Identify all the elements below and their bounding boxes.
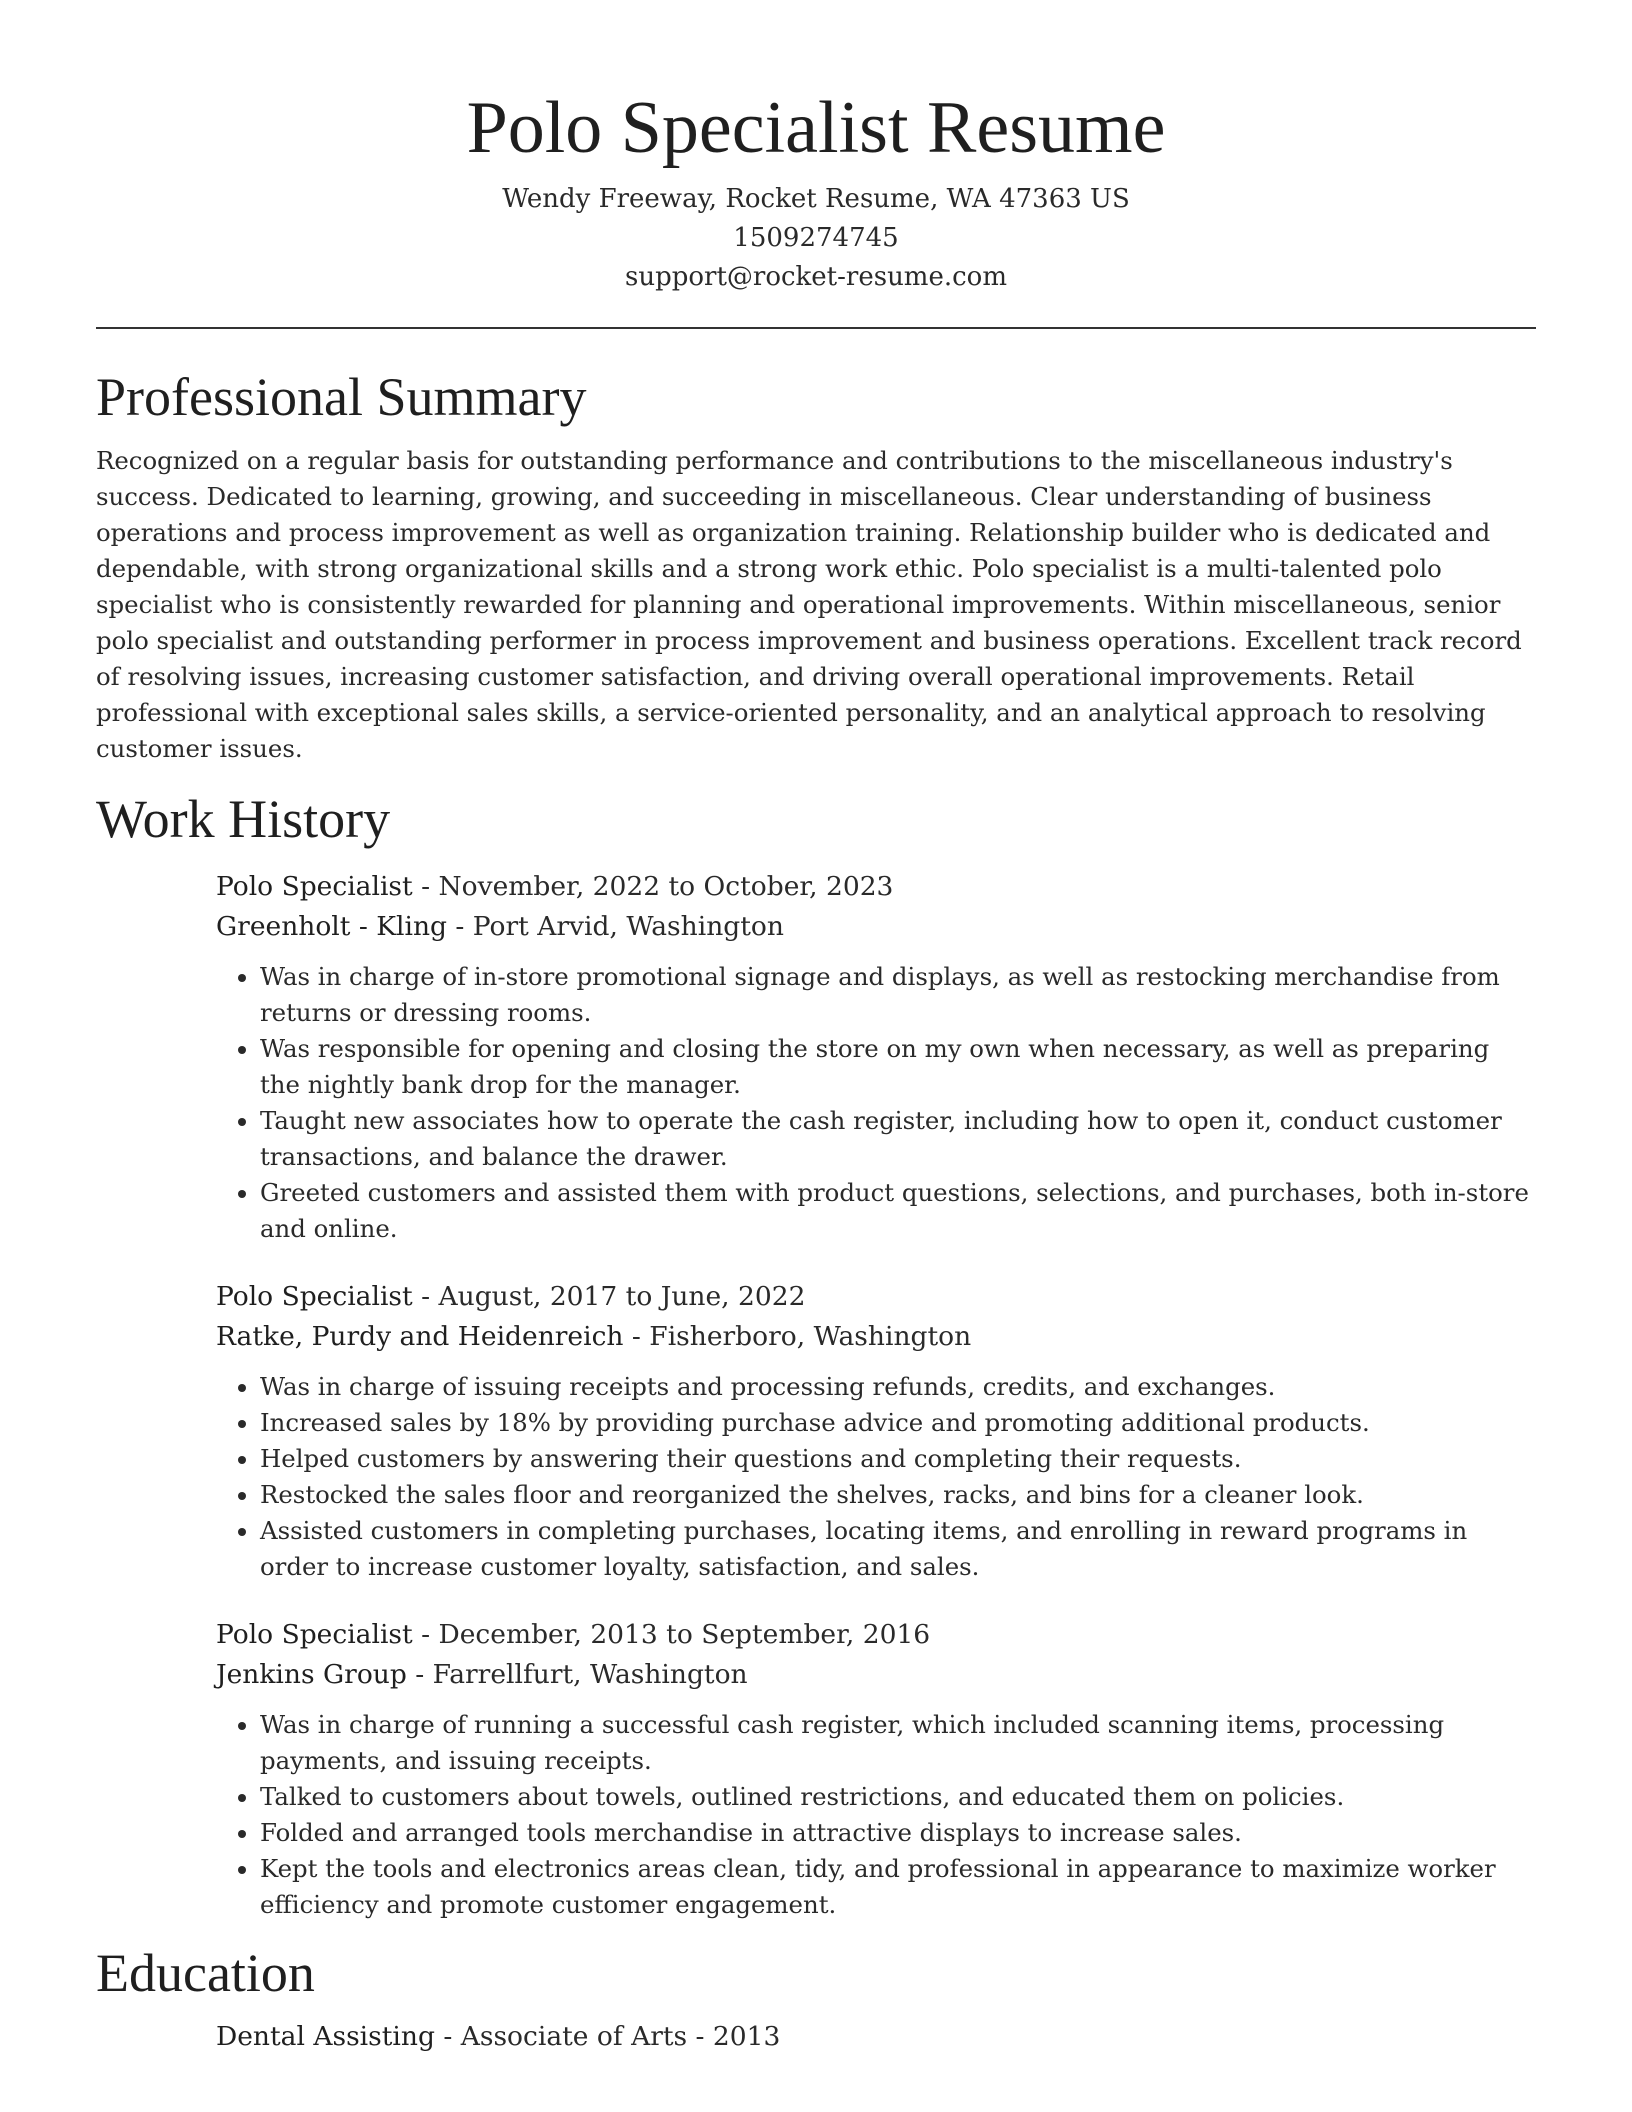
resume-title: Polo Specialist Resume: [466, 87, 1166, 169]
job-entry: [216, 1615, 1536, 1923]
job-entry: [216, 867, 1536, 1247]
job-company-line: [216, 907, 1536, 947]
education-degree: - Associate of Arts - 2013: [434, 2021, 781, 2052]
header-divider: [96, 327, 1536, 329]
job-duties-list: [216, 1369, 1536, 1585]
job-duty: • Restocked the sales floor and reorganized the shelves, racks, and bins for a cleaner look.: [260, 1477, 1536, 1513]
job-location: - Port Arvid, Washington: [447, 911, 784, 942]
job-location: - Fisherboro, Washington: [623, 1321, 972, 1352]
education-field: Dental Assisting: [216, 2021, 435, 2052]
resume-page: [96, 0, 1536, 2057]
job-duty: • Helped customers by answering their questions and completing their requests.: [260, 1441, 1536, 1477]
education-heading: Education: [96, 1943, 315, 2003]
job-title-line: [216, 1277, 1536, 1317]
job-duty: • Was in charge of issuing receipts and processing refunds, credits, and exchanges.: [260, 1369, 1536, 1405]
job-company: Ratke, Purdy and Heidenreich: [216, 1321, 624, 1352]
job-duties-list: [216, 1707, 1536, 1923]
job-duty: • Greeted customers and assisted them with product questions, selections, and purchases, both in-store and online.: [260, 1175, 1536, 1247]
education-entry: [216, 2017, 1536, 2057]
job-duty: • Kept the tools and electronics areas clean, tidy, and professional in appearance to maximize worker efficiency and promote customer engagement.: [260, 1851, 1536, 1923]
job-duty: • Talked to customers about towels, outlined restrictions, and educated them on policies.: [260, 1779, 1536, 1815]
job-duty: • Assisted customers in completing purchases, locating items, and enrolling in reward programs in order to increase customer loyalty, satisfaction, and sales.: [260, 1513, 1536, 1585]
contact-phone: 1509274745: [733, 223, 899, 253]
job-duty: • Taught new associates how to operate the cash register, including how to open it, conduct customer transactions, and balance the drawer.: [260, 1103, 1536, 1175]
job-duty: • Folded and arranged tools merchandise in attractive displays to increase sales.: [260, 1815, 1536, 1851]
job-dates: - August, 2017 to June, 2022: [412, 1281, 806, 1312]
job-duties-list: [216, 959, 1536, 1247]
contact-address: Wendy Freeway, Rocket Resume, WA 47363 US: [502, 184, 1130, 214]
job-entry: [216, 1277, 1536, 1585]
job-title-line: [216, 867, 1536, 907]
job-title: Polo Specialist: [216, 1619, 413, 1650]
job-dates: - December, 2013 to September, 2016: [412, 1619, 931, 1650]
summary-heading: Professional Summary: [96, 367, 587, 427]
summary-text: Recognized on a regular basis for outstanding performance and contributions to the miscellaneous industry's success. Dedicated to learning, growing, and succeeding in miscellaneous. Clear understanding of business operations and process improvement as well as organization training. Relationship builder who is dedicated and dependable, with strong organizational skills and a strong work ethic. Polo specialist is a multi-talented polo specialist who is consistently rewarded for planning and operational improvements. Within miscellaneous, senior polo specialist and outstanding performer in process improvement and business operations. Excellent track record of resolving issues, increasing customer satisfaction, and driving overall operational improvements. Retail professional with exceptional sales skills, a service-oriented personality, and an analytical approach to resolving customer issues.: [96, 446, 1522, 763]
job-dates: - November, 2022 to October, 2023: [412, 871, 894, 902]
contact-block: [96, 180, 1536, 297]
job-title: Polo Specialist: [216, 871, 413, 902]
work-history-heading: Work History: [96, 789, 391, 849]
job-title: Polo Specialist: [216, 1281, 413, 1312]
job-duty: • Increased sales by 18% by providing purchase advice and promoting additional products.: [260, 1405, 1536, 1441]
job-company: Greenholt - Kling: [216, 911, 447, 942]
job-duty: • Was responsible for opening and closing the store on my own when necessary, as well as preparing the nightly bank drop for the manager.: [260, 1031, 1536, 1103]
job-company-line: [216, 1655, 1536, 1695]
job-duty: • Was in charge of running a successful cash register, which included scanning items, processing payments, and issuing receipts.: [260, 1707, 1536, 1779]
contact-email: support@rocket-resume.com: [624, 262, 1007, 292]
job-duty: • Was in charge of in-store promotional signage and displays, as well as restocking merchandise from returns or dressing rooms.: [260, 959, 1536, 1031]
job-company-line: [216, 1317, 1536, 1357]
job-location: - Farrellfurt, Washington: [406, 1659, 748, 1690]
job-company: Jenkins Group: [216, 1659, 407, 1690]
job-title-line: [216, 1615, 1536, 1655]
